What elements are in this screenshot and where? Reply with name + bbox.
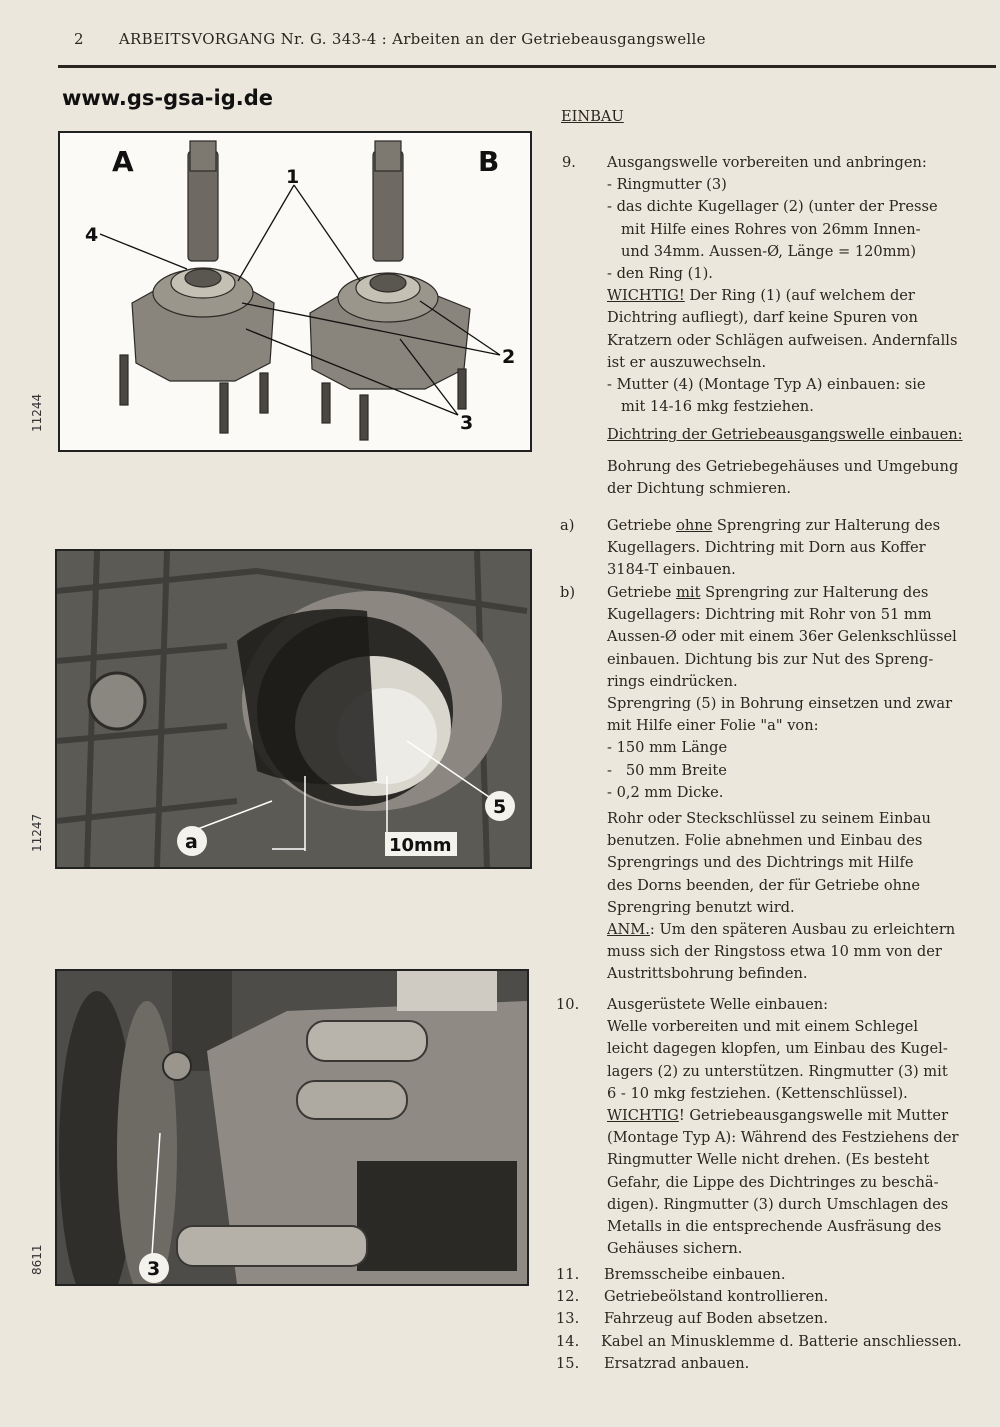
figure-output-shafts [58, 131, 532, 452]
text-line: - 50 mm Breite [607, 761, 727, 779]
step-text: Fahrzeug auf Boden absetzen. [604, 1310, 828, 1328]
text-line: 6 - 10 mkg festziehen. (Kettenschlüssel). [607, 1084, 908, 1102]
seal-installation-photo [57, 551, 530, 867]
page-header-title: ARBEITSVORGANG Nr. G. 343-4 : Arbeiten an der Getriebeausgangswelle [118, 30, 706, 48]
text-line: Welle vorbereiten und mit einem Schlegel [607, 1018, 918, 1036]
figure-number: 11244 [30, 393, 44, 432]
text-line: Rohr oder Steckschlüssel zu seinem Einbau [607, 810, 931, 828]
text-line: - das dichte Kugellager (2) (unter der Presse [607, 198, 938, 216]
text-fragment: Getriebe [607, 584, 677, 601]
text-line: Sprengring benutzt wird. [607, 898, 795, 916]
text-line: ! Getriebeausgangswelle mit Mutter [678, 1107, 949, 1125]
callout-5: 5 [493, 796, 507, 818]
text-line: Der Ring (1) (auf welchem der [684, 287, 915, 305]
step-number: 10. [556, 996, 580, 1013]
text-line: lagers (2) zu unterstützen. Ringmutter (3) mit [607, 1062, 948, 1080]
wichtig-label: WICHTIG [607, 1107, 679, 1125]
text-line: Ausgangswelle vorbereiten und anbringen: [607, 154, 927, 171]
list-item [556, 1331, 986, 1353]
figure-label-a: A [112, 145, 134, 178]
text-line: und 34mm. Aussen-Ø, Länge = 120mm) [621, 242, 917, 260]
step-text: Getriebeölstand kontrollieren. [604, 1288, 829, 1306]
text-line: Aussen-Ø oder mit einem 36er Gelenkschlüssel [607, 628, 957, 646]
list-item [556, 1308, 986, 1330]
text-line: Kratzern oder Schlägen aufweisen. Andernfalls [607, 331, 958, 349]
text-line: einbauen. Dichtung bis zur Nut des Spreng- [607, 650, 934, 668]
text-line: Dichtring aufliegt), darf keine Spuren von [607, 309, 918, 327]
text-line: - 150 mm Länge [607, 739, 728, 757]
text-line: 3184-T einbauen. [607, 561, 736, 579]
text-line: des Dorns beenden, der für Getriebe ohne [607, 876, 921, 894]
text-line: digen). Ringmutter (3) durch Umschlagen des [607, 1195, 949, 1213]
list-item [556, 1353, 986, 1375]
final-steps [556, 1264, 986, 1375]
callout-4: 4 [85, 224, 99, 246]
text-line: muss sich der Ringstoss etwa 10 mm von der [607, 943, 942, 961]
step-number: 11. [556, 1266, 580, 1283]
text-line: mit Hilfe eines Rohres von 26mm Innen- [621, 220, 921, 238]
text-line: Kugellagers: Dichtring mit Rohr von 51 mm [607, 606, 932, 624]
text-line: benutzen. Folie abnehmen und Einbau des [607, 832, 923, 850]
figure-number: 11247 [30, 813, 44, 852]
text-line: : Um den späteren Ausbau zu erleichtern [649, 921, 956, 939]
text-line: leicht dagegen klopfen, um Einbau des Kugel- [607, 1040, 948, 1058]
text-line: - den Ring (1). [607, 265, 713, 283]
text-line: Metalls in die entsprechende Ausfräsung des [607, 1218, 942, 1236]
page-number: 2 [74, 30, 84, 48]
callout-3: 3 [147, 1258, 161, 1280]
text-line: ist er auszuwechseln. [607, 353, 767, 371]
section-title: EINBAU [561, 108, 624, 125]
text-line: Austrittsbohrung befinden. [607, 965, 808, 983]
text-line: - Ringmutter (3) [607, 176, 727, 194]
anm-label: ANM. [607, 921, 650, 939]
text-line: (Montage Typ A): Während des Festziehens der [607, 1129, 959, 1147]
text-fragment: Sprengring zur Halterung des [712, 517, 941, 534]
step-text: Bremsscheibe einbauen. [604, 1266, 786, 1283]
text-line: der Dichtung schmieren. [607, 479, 792, 497]
text-line: - Mutter (4) (Montage Typ A) einbauen: sie [607, 376, 926, 394]
step-number: b) [560, 584, 576, 601]
step-number: 9. [562, 154, 576, 171]
emphasis: ohne [676, 517, 713, 534]
list-item [556, 1286, 986, 1308]
callout-2: 2 [502, 346, 516, 368]
callout-1: 1 [286, 166, 300, 188]
text-line: - 0,2 mm Dicke. [607, 783, 724, 801]
text-line: Ringmutter Welle nicht drehen. (Es besteht [607, 1151, 930, 1169]
text-line: Bohrung des Getriebegehäuses und Umgebung [607, 457, 959, 475]
figure-seal-installation [55, 549, 532, 869]
step-number: 15. [556, 1354, 580, 1372]
output-shafts-illustration [60, 133, 530, 450]
step-number: a) [560, 517, 575, 534]
list-item [556, 1264, 986, 1286]
callout-a: a [185, 831, 198, 853]
ring-nut-photo [57, 971, 527, 1284]
figure-label-b: B [478, 145, 500, 178]
text-line: Kugellagers. Dichtring mit Dorn aus Koffer [607, 539, 926, 557]
emphasis: mit [676, 584, 701, 601]
dimension-label: 10mm [389, 835, 452, 856]
step-number: 12. [556, 1288, 580, 1306]
callout-3: 3 [460, 412, 474, 434]
text-fragment: Getriebe [607, 517, 677, 534]
figure-number: 8611 [30, 1244, 44, 1275]
text-fragment: Sprengring zur Halterung des [700, 584, 929, 601]
text-line: Sprengring (5) in Bohrung einsetzen und zwar [607, 695, 953, 713]
subheading: Dichtring der Getriebeausgangswelle einbauen: [607, 426, 963, 444]
step-number: 14. [556, 1332, 580, 1350]
text-line: Gefahr, die Lippe des Dichtringes zu beschä- [607, 1173, 939, 1191]
text-line: mit Hilfe einer Folie "a" von: [607, 717, 819, 735]
text-line: Sprengrings und des Dichtrings mit Hilfe [607, 854, 914, 872]
header-rule [58, 65, 996, 68]
figure-ring-nut [55, 969, 529, 1286]
text-line: Gehäuses sichern. [607, 1240, 743, 1258]
wichtig-label: WICHTIG! [607, 287, 685, 305]
page-header [74, 30, 706, 48]
text-line: Ausgerüstete Welle einbauen: [607, 996, 829, 1013]
website-watermark: www.gs-gsa-ig.de [62, 86, 273, 110]
step-text: Ersatzrad anbauen. [604, 1354, 750, 1372]
text-line: rings eindrücken. [607, 672, 738, 690]
text-line: mit 14-16 mkg festziehen. [621, 398, 814, 416]
step-text: Kabel an Minusklemme d. Batterie anschliessen. [601, 1332, 962, 1350]
step-number: 13. [556, 1310, 580, 1328]
